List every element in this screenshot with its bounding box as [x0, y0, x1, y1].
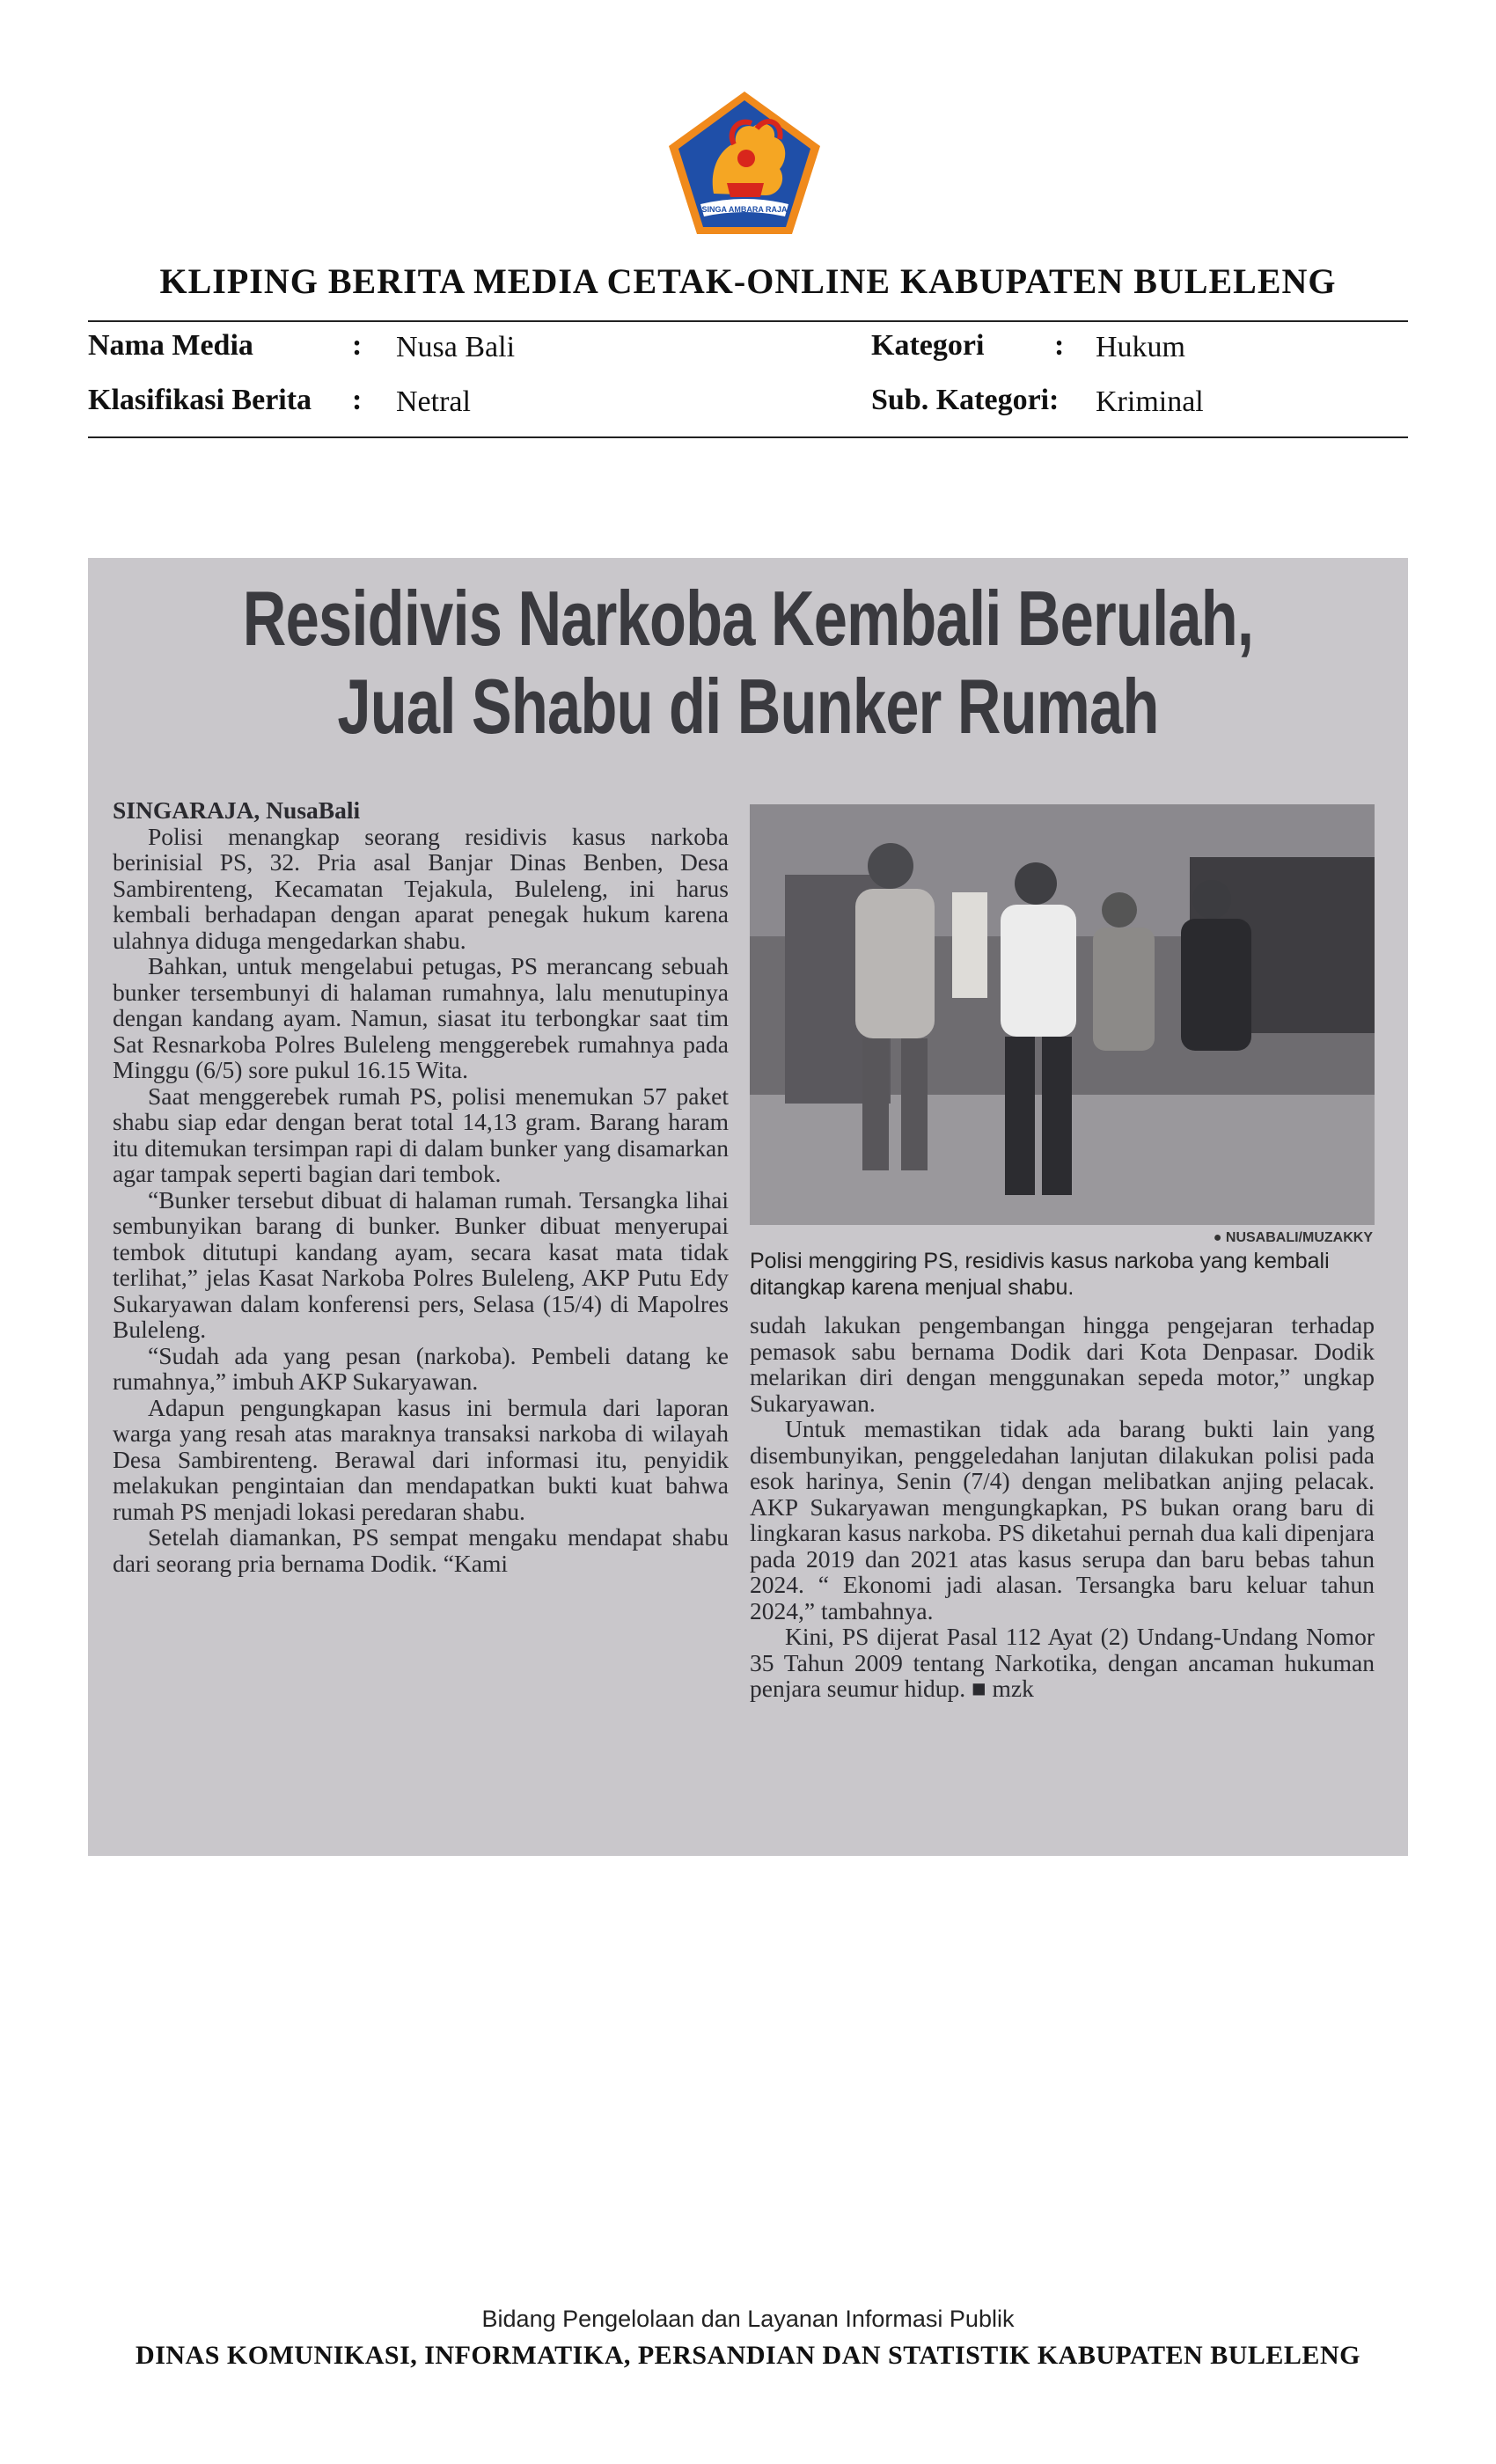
paragraph: Saat menggerebek rumah PS, polisi menemukan 57 paket shabu siap edar dengan berat total 14,13 gram. Barang haram itu ditemukan tersimpan rapi di dalam bunker yang disamarkan agar tampak seperti bagian dari tembok. — [113, 1082, 729, 1187]
headline-line2: Jual Shabu di Bunker Rumah — [337, 663, 1159, 750]
paragraph: Adapun pengungkapan kasus ini bermula dari laporan warga yang resah atas maraknya transaksi narkoba di wilayah Desa Sambirenteng. Berawal dari informasi itu, penyidik melakukan pengintaian dan mendapatkan bukti kuat bahwa rumah PS menjadi lokasi peredaran shabu. — [113, 1393, 729, 1525]
paragraph: Polisi menangkap seorang residivis kasus narkoba berinisial PS, 32. Pria asal Banjar Dinas Benben, Desa Sambirenteng, Kecamatan Tejakula, Buleleng, ini harus kembali berhadapan dengan aparat penegak hukum karena ulahnya diduga mengedarkan shabu. — [113, 822, 729, 954]
photo-caption: Polisi menggiring PS, residivis kasus narkoba yang kembali ditangkap karena menjual shabu. — [750, 1249, 1330, 1300]
nama-media-label: Nama Media — [88, 329, 253, 362]
paragraph: Kini, PS dijerat Pasal 112 Ayat (2) Undang-Undang Nomor 35 Tahun 2009 tentang Narkotika, dengan ancaman hukuman penjara seumur hidup. ■ mzk — [750, 1623, 1375, 1702]
colon: : — [352, 329, 363, 362]
nama-media-value: Nusa Bali — [396, 331, 516, 363]
colon: : — [1054, 329, 1065, 362]
klasifikasi-value: Netral — [396, 385, 471, 418]
logo-motto: SINGA AMBARA RAJA — [701, 205, 788, 214]
photo-credit: ● NUSABALI/MUZAKKY — [1213, 1230, 1373, 1245]
buleleng-logo — [665, 88, 824, 238]
paragraph: “Sudah ada yang pesan (narkoba). Pembeli datang ke rumahnya,” imbuh AKP Sukaryawan. — [113, 1341, 729, 1395]
paragraph: Untuk memastikan tidak ada barang bukti lain yang disembunyikan, penggeledahan lanjutan dilakukan polisi pada esok harinya, Senin (7/4) dengan melibatkan anjing pelacak. AKP Sukaryawan mengungkapkan, PS bukan orang baru di lingkaran kasus narkoba. PS diketahui pernah dua kali dipenjara pada 2019 dan 2021 atas kasus serupa dan baru bebas tahun 2024. “ Ekonomi jadi alasan. Tersangka baru keluar tahun 2024,” tambahnya. — [750, 1415, 1375, 1624]
paragraph: Bahkan, untuk mengelabui petugas, PS merancang sebuah bunker tersembunyi di halaman rumahnya, lalu menutupinya dengan kandang ayam. Namun, siasat itu terbongkar saat tim Sat Resnarkoba Polres Buleleng menggerebek rumahnya pada Minggu (6/5) sore pukul 16.15 Wita. — [113, 952, 729, 1083]
divider-bottom — [88, 436, 1408, 438]
headline-line1: Residivis Narkoba Kembali Berulah, — [242, 575, 1254, 662]
article-column-1 — [113, 797, 729, 1576]
colon: : — [1049, 384, 1060, 416]
newspaper-clipping — [88, 558, 1408, 1856]
paragraph: Setelah diamankan, PS sempat mengaku mendapat shabu dari seorang pria bernama Dodik. “Kami — [113, 1523, 729, 1577]
paragraph: sudah lakukan pengembangan hingga pengejaran terhadap pemasok sabu bernama Dodik dari Kota Denpasar. Dodik melarikan diri dengan menggunakan sepeda motor,” ungkap Sukaryawan. — [750, 1311, 1375, 1417]
footer-unit: Bidang Pengelolaan dan Layanan Informasi Publik — [481, 2306, 1015, 2332]
klasifikasi-label: Klasifikasi Berita — [88, 384, 312, 416]
paragraph: “Bunker tersebut dibuat di halaman rumah. Tersangka lihai sembunyikan barang di bunker. Bunker dibuat menyerupai tembok ditutupi kandang ayam, secara kasat mata tidak terlihat,” jelas Kasat Narkoba Polres Buleleng, AKP Putu Edy Sukaryawan dalam konferensi pers, Selasa (15/4) di Mapolres Buleleng. — [113, 1185, 729, 1343]
footer-agency: DINAS KOMUNIKASI, INFORMATIKA, PERSANDIAN DAN STATISTIK KABUPATEN BULELENG — [136, 2341, 1360, 2370]
divider-top — [88, 320, 1408, 322]
kategori-value: Hukum — [1096, 331, 1185, 363]
colon: : — [352, 384, 363, 416]
kategori-label: Kategori — [871, 329, 985, 362]
sub-kategori-value: Kriminal — [1096, 385, 1204, 418]
dateline: SINGARAJA, NusaBali — [113, 796, 361, 824]
sub-kategori-label: Sub. Kategori — [871, 384, 1050, 416]
news-photo — [750, 804, 1375, 1225]
article-column-2 — [750, 1312, 1375, 1702]
page-title: KLIPING BERITA MEDIA CETAK-ONLINE KABUPATEN BULELENG — [159, 261, 1337, 301]
